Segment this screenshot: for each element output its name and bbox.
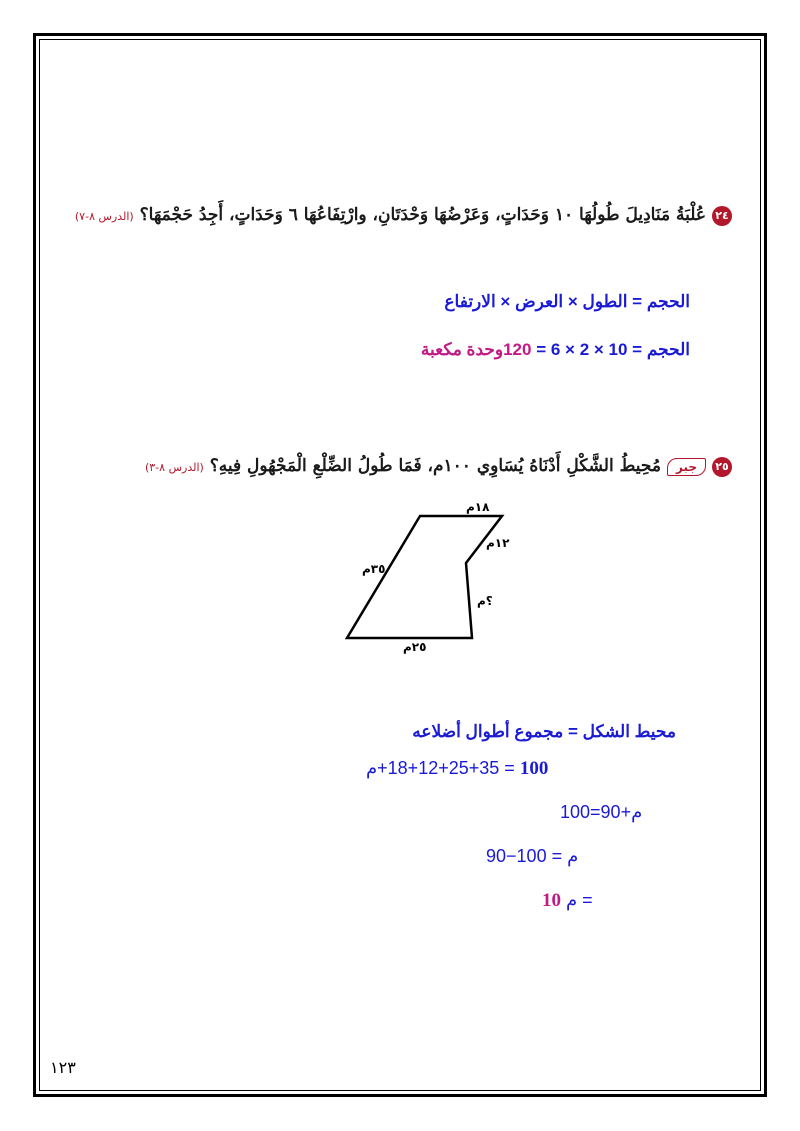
label-top-side: ١٨م — [466, 500, 490, 514]
answer-label: م = — [566, 890, 593, 910]
label-unknown-side: ؟م — [477, 594, 493, 608]
solution-25-equation-1 — [366, 758, 548, 780]
lesson-reference: (الدرس ٨-٧) — [74, 210, 134, 223]
solution-25-equation-2: 100=90+م — [560, 802, 643, 822]
label-left-side: ٣٥م — [362, 562, 386, 576]
question-number-badge: ٢٤ — [712, 206, 732, 226]
equation-rhs: = 18+12+25+35+م — [366, 758, 515, 778]
question-text: عُلْبَةُ مَنَادِيلَ طُولُهَا ١٠ وَحَدَاتٍ، وَعَرْضُهَا وَحْدَتَانِ، وارْتِفَاعُهَا ٦ وَحَدَاتٍ، أَجِدُ حَجْمَهَا؟ — [139, 205, 706, 225]
solution-25-equation-3: م = 100−90 — [486, 846, 579, 866]
question-text: مُحِيطُ الشَّكْلِ أَدْنَاهُ يُسَاوِي ١٠٠م، فَمَا طُولُ الضِّلْعِ الْمَجْهُولِ فِيهِ؟ — [209, 456, 661, 476]
algebra-tag: جبر — [667, 458, 706, 476]
answer-value: 10 — [542, 890, 561, 911]
page-number: ١٢٣ — [50, 1058, 76, 1077]
question-number-badge: ٢٥ — [712, 457, 732, 477]
solution-24-formula: الحجم = الطول × العرض × الارتفاع — [444, 292, 690, 311]
calculation-text: الحجم = 10 × 2 × 6 = — [531, 340, 690, 359]
calculation-result: 120وحدة مكعبة — [420, 340, 532, 359]
label-upper-right-side: ١٢م — [486, 536, 510, 550]
lesson-reference: (الدرس ٨-٣) — [144, 461, 204, 474]
solution-25-formula: محيط الشكل = مجموع أطوال أضلاعه — [412, 722, 676, 741]
label-bottom-side: ٢٥م — [403, 640, 427, 654]
solution-25-equation-4 — [542, 890, 593, 912]
equation-lhs: 100 — [519, 758, 549, 779]
